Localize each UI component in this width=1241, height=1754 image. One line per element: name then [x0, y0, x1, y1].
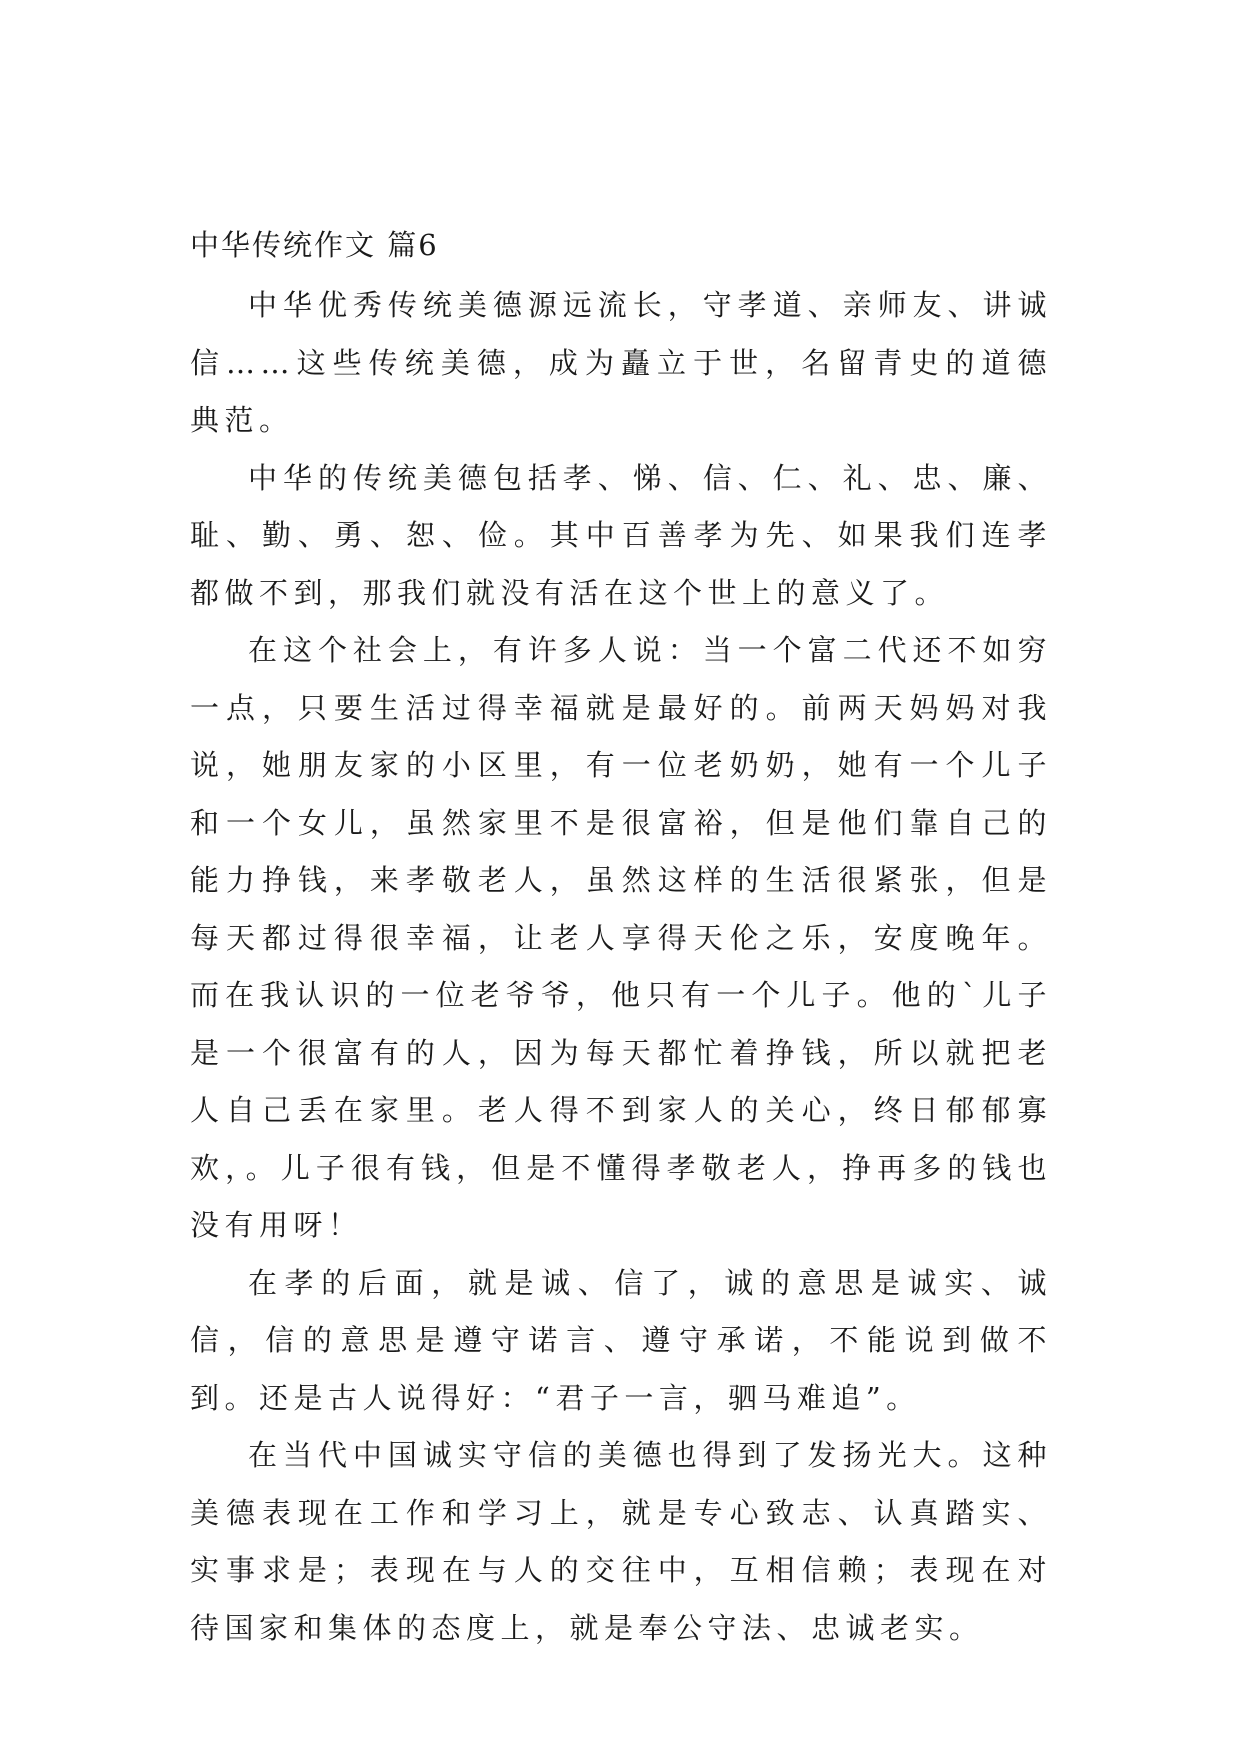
document-body — [190, 225, 1052, 1657]
paragraph-3: 在这个社会上，有许多人说：当一个富二代还不如穷一点，只要生活过得幸福就是最好的。前两天妈妈对我说，她朋友家的小区里，有一位老奶奶，她有一个儿子和一个女儿，虽然家里不是很富裕，但是他们靠自己的能力挣钱，来孝敬老人，虽然这样的生活很紧张，但是每天都过得很幸福，让老人享得天伦之乐，安度晚年。而在我认识的一位老爷爷，他只有一个儿子。他的`儿子是一个很富有的人，因为每天都忙着挣钱，所以就把老人自己丢在家里。老人得不到家人的关心，终日郁郁寡欢，。儿子很有钱，但是不懂得孝敬老人，挣再多的钱也没有用呀！ — [190, 633, 1052, 1242]
paragraph-2: 中华的传统美德包括孝、悌、信、仁、礼、忠、廉、耻、勤、勇、恕、俭。其中百善孝为先、如果我们连孝都做不到，那我们就没有活在这个世上的意义了。 — [190, 460, 1052, 610]
document-title: 中华传统作文 篇6 — [190, 228, 439, 262]
paragraph-4: 在孝的后面，就是诚、信了，诚的意思是诚实、诚信，信的意思是遵守诺言、遵守承诺，不能说到做不到。还是古人说得好：“君子一言，驷马难追”。 — [190, 1265, 1052, 1415]
paragraph-1: 中华优秀传统美德源远流长，守孝道、亲师友、讲诚信……这些传统美德，成为矗立于世，名留青史的道德典范。 — [190, 288, 1052, 437]
paragraph-5: 在当代中国诚实守信的美德也得到了发扬光大。这种美德表现在工作和学习上，就是专心致志、认真踏实、实事求是；表现在与人的交往中，互相信赖；表现在对待国家和集体的态度上，就是奉公守法、忠诚老实。 — [190, 1438, 1052, 1645]
title-block — [190, 225, 1052, 265]
